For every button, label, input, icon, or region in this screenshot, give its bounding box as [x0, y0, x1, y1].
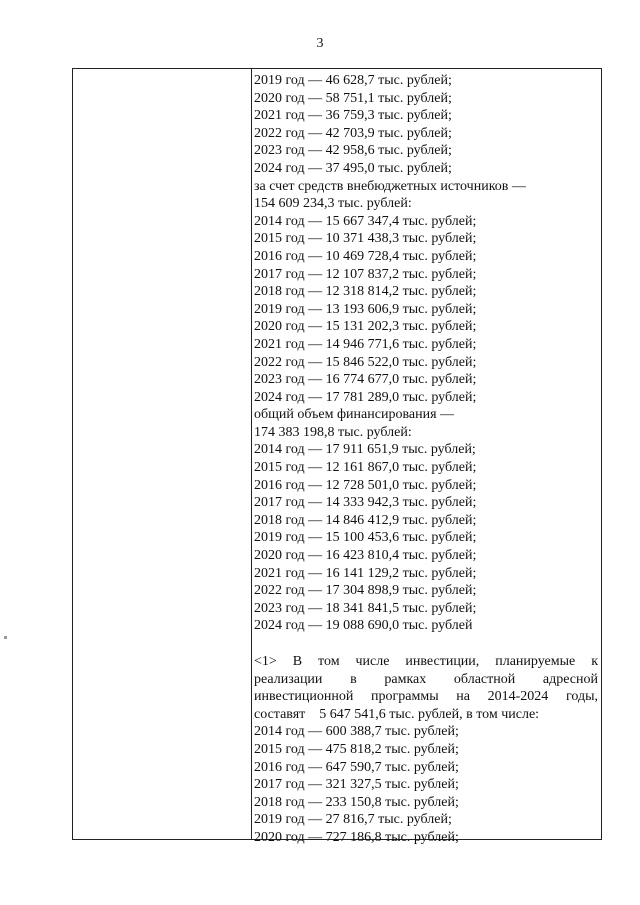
footnote-line: <1> В том числе инвестиции, планируемые к	[254, 654, 598, 669]
footnote-year-line: 2015 год — 475 818,2 тыс. рублей;	[254, 741, 459, 757]
financing-line: 2018 год — 14 846 412,9 тыс. рублей;	[254, 512, 477, 528]
financing-line: 2017 год — 14 333 942,3 тыс. рублей;	[254, 495, 477, 511]
paragraph-gap	[254, 635, 598, 653]
footnote-year-line: 2020 год — 727 186,8 тыс. рублей;	[254, 829, 459, 845]
financing-line: 2017 год — 12 107 837,2 тыс. рублей;	[254, 266, 477, 282]
financing-line: за счет средств внебюджетных источников —	[254, 178, 526, 194]
footnote-total-line: составят 5 647 541,6 тыс. рублей, в том числе:	[254, 706, 540, 722]
financing-line: 2024 год — 19 088 690,0 тыс. рублей	[254, 618, 473, 634]
financing-line: 154 609 234,3 тыс. рублей:	[254, 196, 412, 212]
footnote-year-line: 2018 год — 233 150,8 тыс. рублей;	[254, 794, 459, 810]
financing-line: общий объем финансирования —	[254, 407, 455, 423]
financing-line: 2021 год — 36 759,3 тыс. рублей;	[254, 108, 452, 124]
financing-line: 2019 год — 13 193 606,9 тыс. рублей;	[254, 301, 477, 317]
financing-line: 2024 год — 17 781 289,0 тыс. рублей;	[254, 389, 477, 405]
column-divider	[251, 69, 252, 839]
financing-line: 2019 год — 46 628,7 тыс. рублей;	[254, 73, 452, 88]
financing-line: 2020 год — 15 131 202,3 тыс. рублей;	[254, 319, 477, 335]
financing-line: 2022 год — 15 846 522,0 тыс. рублей;	[254, 354, 477, 370]
footnote-line: реализации в рамках областной адресной	[254, 671, 598, 687]
financing-line: 2015 год — 12 161 867,0 тыс. рублей;	[254, 460, 477, 476]
financing-line: 2016 год — 12 728 501,0 тыс. рублей;	[254, 477, 477, 493]
financing-line: 2020 год — 58 751,1 тыс. рублей;	[254, 90, 452, 106]
footnote-year-line: 2017 год — 321 327,5 тыс. рублей;	[254, 777, 459, 793]
financing-line: 2023 год — 18 341 841,5 тыс. рублей;	[254, 600, 477, 616]
financing-line: 2020 год — 16 423 810,4 тыс. рублей;	[254, 548, 477, 564]
financing-line: 2022 год — 17 304 898,9 тыс. рублей;	[254, 583, 477, 599]
footnote-line: инвестиционной программы на 2014-2024 годы,	[254, 689, 598, 705]
financing-line: 2018 год — 12 318 814,2 тыс. рублей;	[254, 284, 477, 300]
financing-line: 2024 год — 37 495,0 тыс. рублей;	[254, 160, 452, 176]
financing-line: 2015 год — 10 371 438,3 тыс. рублей;	[254, 231, 477, 247]
page-number: 3	[316, 36, 324, 51]
financing-lines	[254, 72, 598, 635]
document-table	[72, 68, 602, 845]
footnote-year-line: 2014 год — 600 388,7 тыс. рублей;	[254, 724, 459, 740]
financing-line: 2022 год — 42 703,9 тыс. рублей;	[254, 125, 452, 141]
financing-line: 2016 год — 10 469 728,4 тыс. рублей;	[254, 248, 477, 264]
financing-line: 174 383 198,8 тыс. рублей:	[254, 424, 412, 440]
financing-line: 2023 год — 16 774 677,0 тыс. рублей;	[254, 372, 477, 388]
footnote-year-line: 2016 год — 647 590,7 тыс. рублей;	[254, 759, 459, 775]
financing-cell	[254, 72, 598, 847]
footnote-year-line: 2019 год — 27 816,7 тыс. рублей;	[254, 812, 452, 828]
financing-line: 2019 год — 15 100 453,6 тыс. рублей;	[254, 530, 477, 546]
financing-line: 2021 год — 16 141 129,2 тыс. рублей;	[254, 565, 477, 581]
scan-speck	[4, 636, 7, 639]
footnote	[254, 653, 598, 847]
financing-line: 2014 год — 17 911 651,9 тыс. рублей;	[254, 442, 476, 458]
financing-line: 2021 год — 14 946 771,6 тыс. рублей;	[254, 336, 477, 352]
financing-line: 2014 год — 15 667 347,4 тыс. рублей;	[254, 213, 477, 229]
financing-line: 2023 год — 42 958,6 тыс. рублей;	[254, 143, 452, 159]
